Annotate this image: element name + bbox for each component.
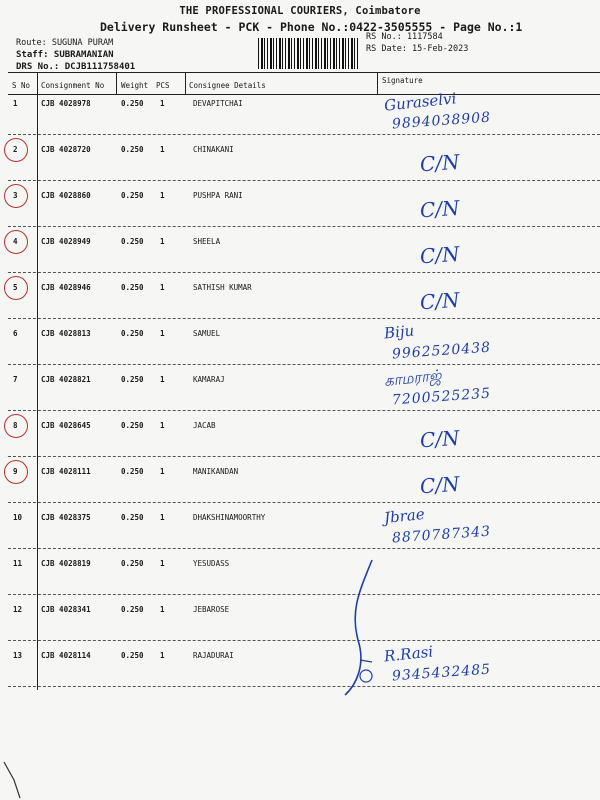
route-label: Route: SUGUNA PURAM [16, 38, 114, 48]
row-weight: 0.250 [121, 421, 144, 430]
row-pcs: 1 [160, 145, 165, 154]
row-weight: 0.250 [121, 237, 144, 246]
row-consignee: RAJADURAI [193, 651, 234, 660]
row-signature: Guraselvi [383, 89, 458, 115]
row-consignee: YESUDASS [193, 559, 230, 568]
row-pcs: 1 [160, 421, 165, 430]
row-signature: R.Rasi [383, 642, 434, 666]
row-sno: 4 [13, 237, 18, 246]
rs-number: RS No.: 1117584 [366, 32, 443, 42]
row-signature: C/N [419, 149, 461, 177]
row-sno: 2 [13, 145, 18, 154]
row-sno: 13 [13, 651, 23, 660]
row-consignment-no: CJB 4028949 [41, 237, 91, 246]
row-sno: 6 [13, 329, 18, 338]
row-consignee: KAMARAJ [193, 375, 225, 384]
row-sno: 1 [13, 99, 18, 108]
row-pcs: 1 [160, 237, 165, 246]
row-pcs: 1 [160, 99, 165, 108]
row-weight: 0.250 [121, 329, 144, 338]
row-signature: C/N [419, 195, 461, 223]
row-weight: 0.250 [121, 559, 144, 568]
row-consignee: SATHISH KUMAR [193, 283, 252, 292]
row-weight: 0.250 [121, 99, 144, 108]
row-sno: 10 [13, 513, 23, 522]
row-consignment-no: CJB 4028821 [41, 375, 91, 384]
row-pcs: 1 [160, 513, 165, 522]
row-consignee: PUSHPA RANI [193, 191, 243, 200]
header-weight: Weight [121, 81, 149, 90]
header-consignment: Consignment No [41, 81, 105, 90]
row-signature: Biju [383, 321, 415, 343]
row-pcs: 1 [160, 283, 165, 292]
row-pcs: 1 [160, 467, 165, 476]
row-consignee: CHINAKANI [193, 145, 234, 154]
row-sno: 12 [13, 605, 23, 614]
row-consignment-no: CJB 4028111 [41, 467, 91, 476]
row-consignment-no: CJB 4028813 [41, 329, 91, 338]
header-consignee: Consignee Details [189, 81, 266, 90]
corner-mark [0, 760, 40, 800]
row-sno: 9 [13, 467, 18, 476]
row-pcs: 1 [160, 605, 165, 614]
drs-number: DRS No.: DCJB111758401 [16, 62, 136, 72]
row-consignee: SHEELA [193, 237, 221, 246]
row-signature-phone: 8870787343 [391, 523, 492, 547]
row-consignee: JEBAROSE [193, 605, 230, 614]
row-pcs: 1 [160, 375, 165, 384]
row-signature: C/N [419, 425, 461, 453]
row-sno: 11 [13, 559, 23, 568]
row-weight: 0.250 [121, 513, 144, 522]
row-signature-phone: 7200525235 [391, 385, 492, 409]
row-weight: 0.250 [121, 467, 144, 476]
row-sno: 3 [13, 191, 18, 200]
row-consignment-no: CJB 4028375 [41, 513, 91, 522]
row-signature: C/N [419, 471, 461, 499]
row-sno: 7 [13, 375, 18, 384]
row-consignee: SAMUEL [193, 329, 221, 338]
row-consignment-no: CJB 4028720 [41, 145, 91, 154]
row-consignment-no: CJB 4028819 [41, 559, 91, 568]
row-signature: C/N [419, 287, 461, 315]
row-consignee: DEVAPITCHAI [193, 99, 243, 108]
company-title: THE PROFESSIONAL COURIERS, Coimbatore [179, 5, 421, 17]
row-signature: C/N [419, 241, 461, 269]
header-sno: S No [12, 81, 31, 90]
row-weight: 0.250 [121, 605, 144, 614]
row-consignment-no: CJB 4028114 [41, 651, 91, 660]
row-signature-phone: 9345432485 [391, 661, 492, 685]
row-consignment-no: CJB 4028645 [41, 421, 91, 430]
row-signature: Jbrae [383, 504, 426, 528]
header-pcs: PCS [156, 81, 170, 90]
row-pcs: 1 [160, 559, 165, 568]
row-sno: 8 [13, 421, 18, 430]
row-pcs: 1 [160, 651, 165, 660]
row-consignee: MANIKANDAN [193, 467, 239, 476]
row-weight: 0.250 [121, 145, 144, 154]
row-consignment-no: CJB 4028978 [41, 99, 91, 108]
row-consignee: JACAB [193, 421, 216, 430]
row-sno: 5 [13, 283, 18, 292]
row-weight: 0.250 [121, 375, 144, 384]
row-weight: 0.250 [121, 283, 144, 292]
row-signature-phone: 9962520438 [391, 339, 492, 363]
row-weight: 0.250 [121, 651, 144, 660]
staff-label: Staff: SUBRAMANIAN [16, 50, 114, 60]
row-pcs: 1 [160, 191, 165, 200]
row-consignment-no: CJB 4028341 [41, 605, 91, 614]
row-weight: 0.250 [121, 191, 144, 200]
row-consignee: DHAKSHINAMOORTHY [193, 513, 266, 522]
row-signature: காமராஜ் [383, 366, 443, 390]
header-signature: Signature [382, 76, 423, 85]
row-signature-phone: 9894038908 [391, 109, 492, 133]
runsheet-title: Delivery Runsheet - PCK - Phone No.:0422-3505555 - Page No.:1 [100, 20, 523, 34]
row-pcs: 1 [160, 329, 165, 338]
rs-date: RS Date: 15-Feb-2023 [366, 44, 469, 54]
row-consignment-no: CJB 4028946 [41, 283, 91, 292]
row-consignment-no: CJB 4028860 [41, 191, 91, 200]
